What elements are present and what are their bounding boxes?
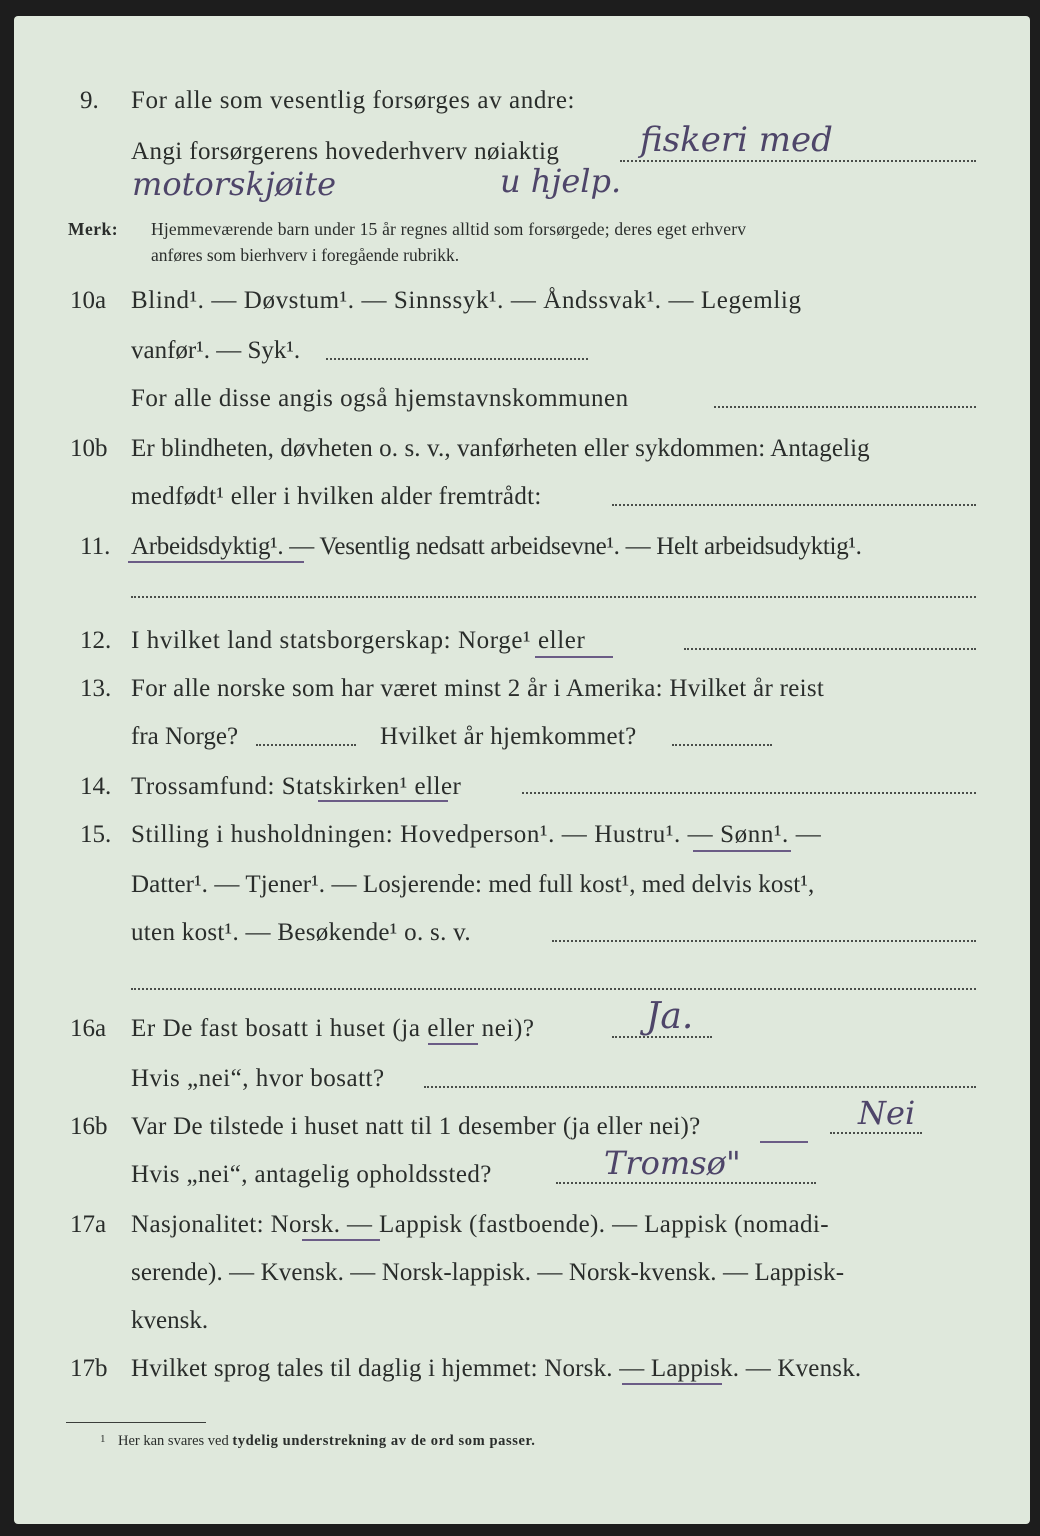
- q12-underline-norge: [535, 656, 613, 658]
- q16b-handwritten-answer1: Nei: [858, 1094, 916, 1132]
- q16b-opholdssted-line: [556, 1182, 816, 1184]
- q15-number: 15.: [80, 821, 112, 848]
- q15-underline-hustru: [693, 850, 791, 852]
- q15-answer-line: [552, 940, 976, 942]
- q10b-line2: medfødt¹ eller i hvilken alder fremtrådt:: [131, 483, 542, 510]
- q16a-line2: Hvis „nei“, hvor bosatt?: [131, 1065, 385, 1092]
- q10a-number: 10a: [70, 287, 107, 314]
- q17b-line1: Hvilket sprog tales til daglig i hjemmet: Norsk. — Lappisk. — Kvensk.: [131, 1355, 862, 1382]
- q9-answer-line: [620, 160, 976, 162]
- q16a-number: 16a: [70, 1015, 107, 1042]
- q16b-line1: Var De tilstede i huset natt til 1 desember (ja eller nei)?: [131, 1113, 701, 1140]
- q9-line1: For alle som vesentlig forsørges av andre:: [131, 87, 576, 114]
- q17a-line3: kvensk.: [131, 1307, 209, 1334]
- q9-handwritten-answer-b: motorskjøite: [132, 165, 337, 203]
- q16b-answer-line: [830, 1132, 922, 1134]
- q9-handwritten-answer-a: fiskeri med: [640, 120, 833, 160]
- q17b-number: 17b: [70, 1355, 108, 1382]
- q17a-number: 17a: [70, 1211, 107, 1238]
- q16a-bosatt-line: [424, 1086, 976, 1088]
- q16b-line2: Hvis „nei“, antagelig opholdssted?: [131, 1161, 492, 1188]
- q11-underline-arbeidsdyktig: [128, 561, 304, 563]
- q9-number: 9.: [80, 87, 99, 114]
- q13-number: 13.: [80, 675, 112, 702]
- q13-line2b: Hvilket år hjemkommet?: [380, 723, 637, 750]
- q9-handwritten-answer-c: u hjelp.: [500, 162, 622, 200]
- q14-answer-line: [522, 792, 976, 794]
- q10a-hjemstavn-line: [714, 406, 976, 408]
- q16b-number: 16b: [70, 1113, 108, 1140]
- q15-answer-line-2: [131, 988, 976, 990]
- footnote-text: [118, 1432, 535, 1450]
- merk-line2: anføres som bierhverv i foregående rubrikk.: [151, 245, 460, 265]
- q10a-line3: For alle disse angis også hjemstavnskommunen: [131, 385, 629, 412]
- q16a-handwritten-answer: Ja.: [646, 996, 694, 1037]
- q13-line1: For alle norske som har været minst 2 år i Amerika: Hvilket år reist: [131, 675, 825, 702]
- q10b-answer-line: [612, 504, 976, 506]
- q16b-underline-nei: [760, 1141, 808, 1143]
- merk-label: Merk:: [68, 219, 119, 239]
- q12-answer-line: [684, 648, 976, 650]
- q14-line1: Trossamfund: Statskirken¹ eller: [131, 773, 462, 800]
- q16b-handwritten-answer2: Tromsø": [604, 1144, 741, 1182]
- merk-line1: Hjemmeværende barn under 15 år regnes alltid som forsørgede; deres eget erhverv: [151, 219, 747, 239]
- q13-hjemkommet-line: [672, 744, 772, 746]
- q10a-answer-line: [326, 358, 588, 360]
- q16a-underline-ja: [428, 1043, 478, 1045]
- footnote-rule: [66, 1422, 206, 1423]
- q13-reist-line: [256, 744, 356, 746]
- q13-line2a: fra Norge?: [131, 723, 239, 750]
- q14-underline-statskirken: [318, 800, 448, 802]
- census-form-page: [14, 16, 1030, 1524]
- q15-line3: uten kost¹. — Besøkende¹ o. s. v.: [131, 919, 471, 946]
- q17a-line2: serende). — Kvensk. — Norsk-lappisk. — Norsk-kvensk. — Lappisk-: [131, 1259, 845, 1286]
- q17a-line1: Nasjonalitet: Norsk. — Lappisk (fastboende). — Lappisk (nomadi-: [131, 1211, 829, 1238]
- q15-line1: Stilling i husholdningen: Hovedperson¹. — Hustru¹. — Sønn¹. —: [131, 821, 822, 848]
- footnote-text-b: tydelig understrekning av de ord som passer.: [232, 1433, 536, 1449]
- q11-line1: Arbeidsdyktig¹. — Vesentlig nedsatt arbeidsevne¹. — Helt arbeidsudyktig¹.: [131, 533, 862, 560]
- q10b-line1: Er blindheten, døvheten o. s. v., vanførheten eller sykdommen: Antagelig: [131, 435, 870, 462]
- q17a-underline-norsk: [302, 1239, 380, 1241]
- q16a-line1: Er De fast bosatt i huset (ja eller nei)?: [131, 1015, 535, 1042]
- q12-number: 12.: [80, 627, 112, 654]
- q12-line1: I hvilket land statsborgerskap: Norge¹ eller: [131, 627, 586, 654]
- q10a-line2: vanfør¹. — Syk¹.: [131, 337, 301, 364]
- q11-number: 11.: [80, 533, 111, 560]
- q10a-line1: Blind¹. — Døvstum¹. — Sinnssyk¹. — Åndssvak¹. — Legemlig: [131, 287, 802, 314]
- q14-number: 14.: [80, 773, 112, 800]
- q11-answer-line: [131, 596, 976, 598]
- footnote-text-a: Her kan svares ved: [118, 1433, 229, 1449]
- q15-line2: Datter¹. — Tjener¹. — Losjerende: med full kost¹, med delvis kost¹,: [131, 871, 815, 898]
- q9-line2: Angi forsørgerens hovederhverv nøiaktig: [131, 138, 560, 165]
- q10b-number: 10b: [70, 435, 108, 462]
- footnote-mark: 1: [100, 1433, 106, 1445]
- q17b-underline-norsk: [622, 1383, 722, 1385]
